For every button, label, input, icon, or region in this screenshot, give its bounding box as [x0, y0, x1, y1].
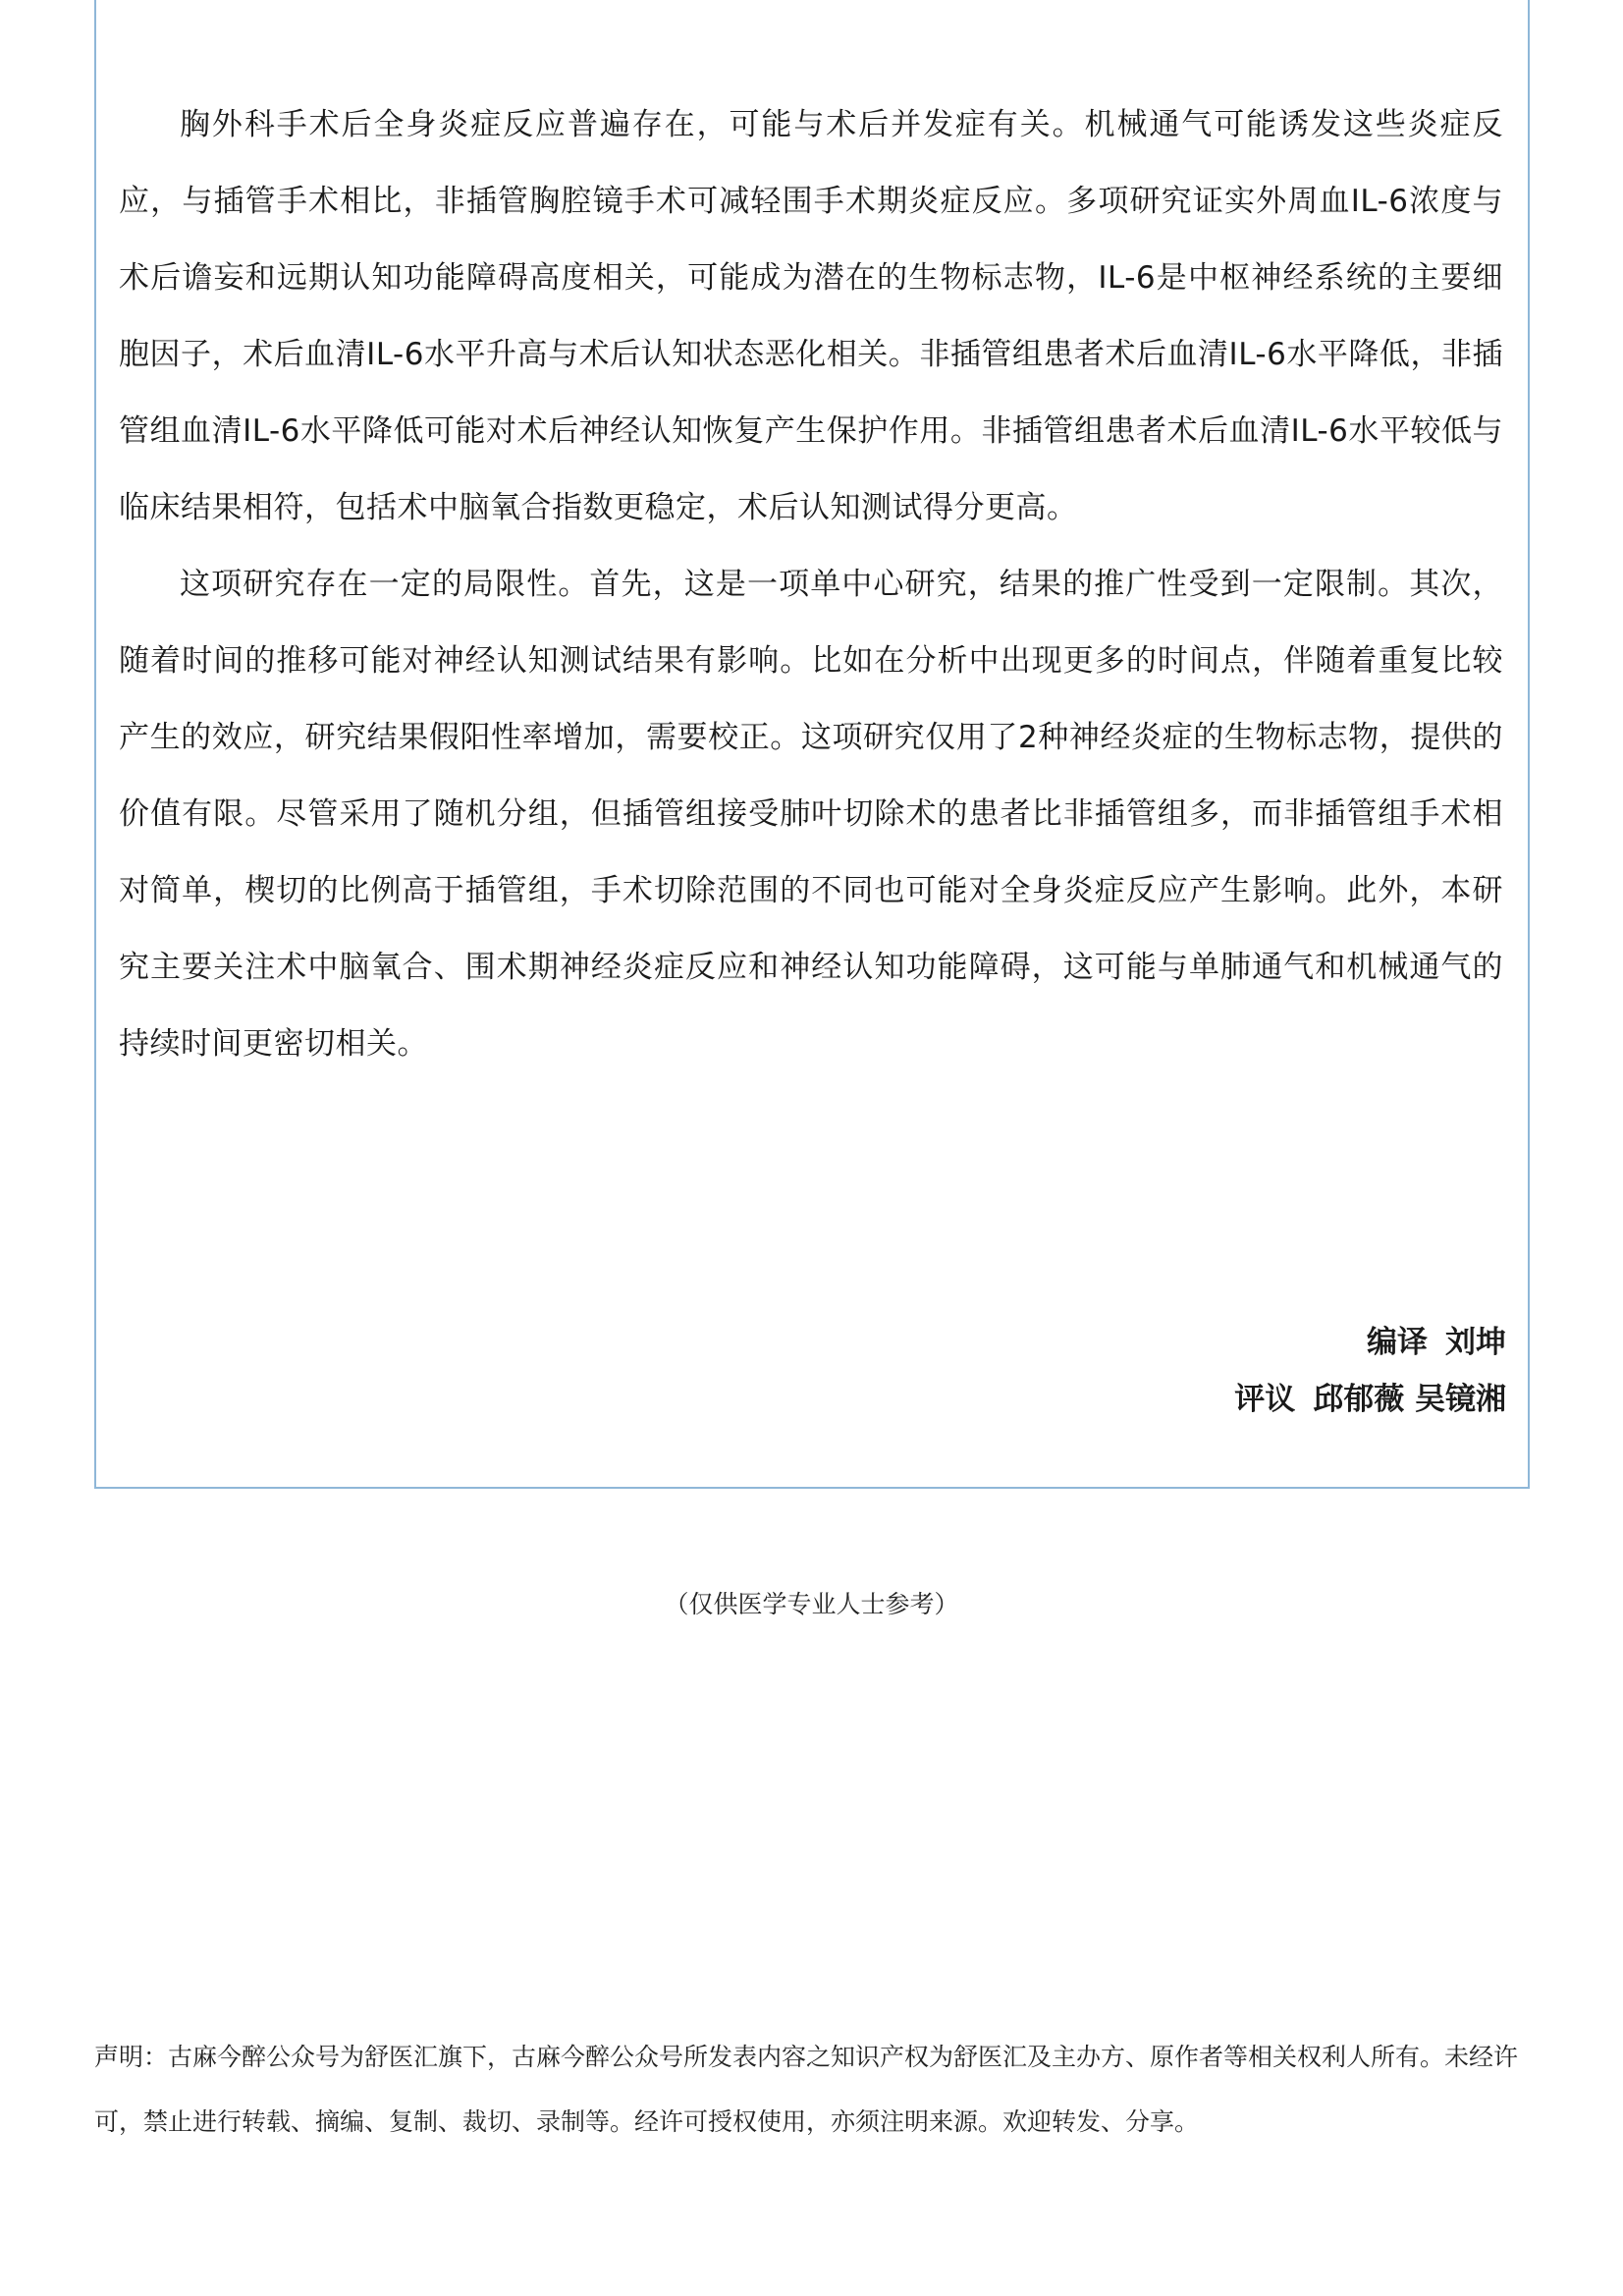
- translator-label: 编译: [1367, 1325, 1428, 1360]
- translator-line: [1234, 1314, 1506, 1371]
- professional-note: （仅供医学专业人士参考）: [664, 1590, 959, 1618]
- paragraph-1: 胸外科手术后全身炎症反应普遍存在，可能与术后并发症有关。机械通气可能诱发这些炎症反应，与插管手术相比，非插管胸腔镜手术可减轻围手术期炎症反应。多项研究证实外周血IL-6浓度与术后谵妄和远期认知功能障碍高度相关，可能成为潜在的生物标志物，IL-6是中枢神经系统的主要细胞因子，术后血清IL-6水平升高与术后认知状态恶化相关。非插管组患者术后血清IL-6水平降低，非插管组血清IL-6水平降低可能对术后神经认知恢复产生保护作用。非插管组患者术后血清IL-6水平较低与临床结果相符，包括术中脑氧合指数更稳定，术后认知测试得分更高。: [119, 107, 1503, 525]
- translator-name: 刘坤: [1445, 1325, 1506, 1360]
- disclaimer: 声明：古麻今醉公众号为舒医汇旗下，古麻今醉公众号所发表内容之知识产权为舒医汇及主办方、原作者等相关权利人所有。未经许可，禁止进行转载、摘编、复制、裁切、录制等。经许可授权使用，亦须注明来源。欢迎转发、分享。: [94, 2043, 1519, 2136]
- reviewer-line: [1234, 1371, 1506, 1428]
- article-body: [119, 86, 1503, 1082]
- reviewer-label: 评议: [1234, 1382, 1296, 1417]
- reviewer-names: 邱郁薇 吴镜湘: [1313, 1382, 1506, 1417]
- paragraph-2: 这项研究存在一定的局限性。首先，这是一项单中心研究，结果的推广性受到一定限制。其次，随着时间的推移可能对神经认知测试结果有影响。比如在分析中出现更多的时间点，伴随着重复比较产生的效应，研究结果假阳性率增加，需要校正。这项研究仅用了2种神经炎症的生物标志物，提供的价值有限。尽管采用了随机分组，但插管组接受肺叶切除术的患者比非插管组多，而非插管组手术相对简单，楔切的比例高于插管组，手术切除范围的不同也可能对全身炎症反应产生影响。此外，本研究主要关注术中脑氧合、围术期神经炎症反应和神经认知功能障碍，这可能与单肺通气和机械通气的持续时间更密切相关。: [119, 567, 1503, 1062]
- credits: [1234, 1314, 1506, 1428]
